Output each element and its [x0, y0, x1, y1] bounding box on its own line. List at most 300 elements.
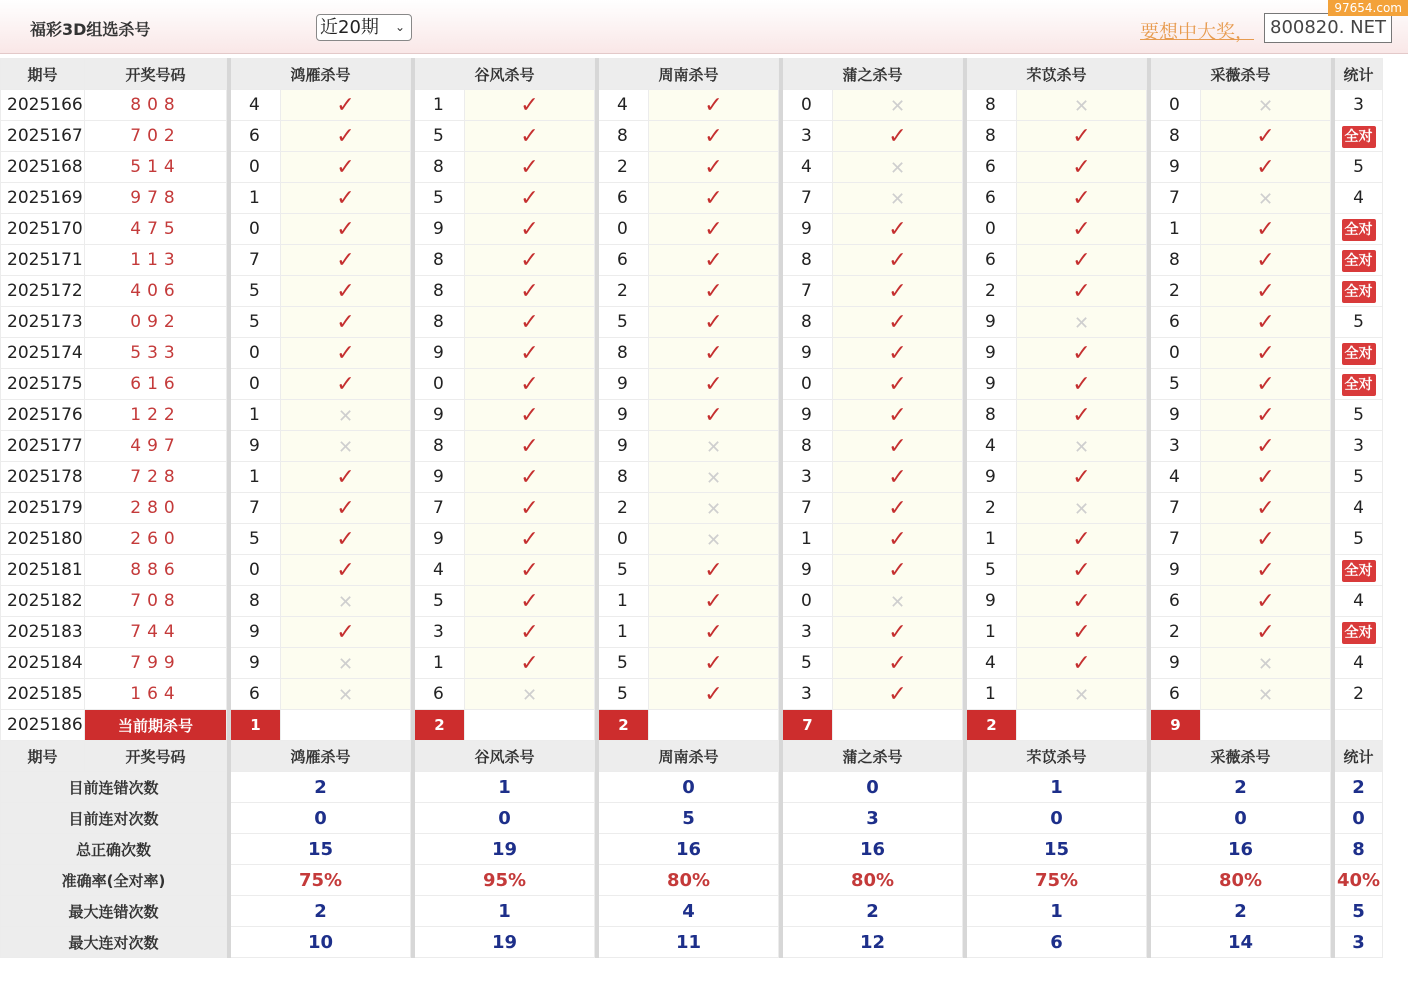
summary-value: 12 [783, 927, 963, 958]
stat-cell [1335, 679, 1383, 710]
header-expert: 谷风杀号 [415, 59, 595, 90]
summary-value: 0 [967, 803, 1147, 834]
summary-value: 19 [415, 927, 595, 958]
result-mark [649, 90, 779, 121]
summary-label: 目前连错次数 [1, 772, 227, 803]
check-icon: ✓ [520, 309, 539, 335]
check-icon: ✓ [1256, 123, 1275, 149]
result-mark [1201, 338, 1331, 369]
kill-number: 1 [599, 617, 649, 648]
result-mark [1017, 121, 1147, 152]
header-expert: 采薇杀号 [1151, 59, 1331, 90]
result-mark [465, 586, 595, 617]
winning-number: 728 [85, 462, 227, 493]
result-mark [833, 152, 963, 183]
stat-value: 5 [1353, 157, 1364, 177]
cross-icon: ✕ [889, 591, 906, 613]
header-expert: 芣苡杀号 [967, 741, 1147, 772]
summary-value: 1 [415, 896, 595, 927]
kill-number: 9 [1151, 152, 1201, 183]
table-row [1, 152, 1383, 183]
kill-number: 7 [783, 276, 833, 307]
cross-icon: ✕ [337, 684, 354, 706]
kill-number: 9 [599, 369, 649, 400]
result-mark [281, 524, 411, 555]
all-correct-badge: 全对 [1342, 250, 1376, 272]
result-mark [465, 214, 595, 245]
kill-number: 9 [967, 462, 1017, 493]
kill-number: 1 [1151, 214, 1201, 245]
check-icon: ✓ [520, 557, 539, 583]
check-icon: ✓ [704, 619, 723, 645]
check-icon: ✓ [1256, 619, 1275, 645]
kill-number: 6 [1151, 586, 1201, 617]
kill-number: 0 [231, 369, 281, 400]
check-icon: ✓ [1256, 464, 1275, 490]
check-icon: ✓ [1256, 402, 1275, 428]
kill-number: 8 [415, 152, 465, 183]
result-mark [1201, 369, 1331, 400]
summary-value: 0 [599, 772, 779, 803]
result-mark [1201, 431, 1331, 462]
summary-value: 15 [967, 834, 1147, 865]
issue-number: 2025177 [1, 431, 85, 462]
check-icon: ✓ [1072, 464, 1091, 490]
stat-cell [1335, 183, 1383, 214]
kill-number: 5 [231, 524, 281, 555]
header-issue: 期号 [1, 741, 85, 772]
kill-number: 4 [967, 431, 1017, 462]
table-row [1, 214, 1383, 245]
issue-number: 2025185 [1, 679, 85, 710]
result-mark [1017, 524, 1147, 555]
result-mark [833, 121, 963, 152]
summary-value: 2 [1151, 896, 1331, 927]
kill-number: 8 [415, 276, 465, 307]
result-mark [1201, 121, 1331, 152]
result-mark [281, 617, 411, 648]
current-kill-number: 1 [231, 710, 281, 741]
result-mark [649, 307, 779, 338]
kill-number: 2 [599, 493, 649, 524]
watermark: 97654.com [1328, 0, 1408, 16]
kill-number: 3 [783, 617, 833, 648]
result-mark [1201, 400, 1331, 431]
check-icon: ✓ [520, 123, 539, 149]
kill-number: 5 [783, 648, 833, 679]
kill-number: 8 [415, 431, 465, 462]
kill-number: 0 [783, 369, 833, 400]
table-row [1, 586, 1383, 617]
issue-number: 2025179 [1, 493, 85, 524]
summary-label: 最大连对次数 [1, 927, 227, 958]
kill-number: 5 [231, 276, 281, 307]
summary-value: 1 [967, 896, 1147, 927]
issue-number: 2025184 [1, 648, 85, 679]
stat-cell [1335, 152, 1383, 183]
check-icon: ✓ [888, 371, 907, 397]
check-icon: ✓ [336, 278, 355, 304]
chevron-down-icon: ⌄ [394, 20, 405, 34]
check-icon: ✓ [888, 278, 907, 304]
check-icon: ✓ [520, 433, 539, 459]
all-correct-badge: 全对 [1342, 126, 1376, 148]
kill-number: 0 [231, 214, 281, 245]
issue-number: 2025174 [1, 338, 85, 369]
kill-number: 8 [415, 245, 465, 276]
summary-label: 总正确次数 [1, 834, 227, 865]
table-row [1, 183, 1383, 214]
kill-number: 2 [1151, 276, 1201, 307]
result-mark [1201, 586, 1331, 617]
summary-value: 5 [1335, 896, 1383, 927]
kill-number: 6 [415, 679, 465, 710]
check-icon: ✓ [1072, 619, 1091, 645]
result-mark [1017, 183, 1147, 214]
result-mark [465, 369, 595, 400]
check-icon: ✓ [1256, 216, 1275, 242]
kill-number: 9 [967, 369, 1017, 400]
result-mark [1201, 493, 1331, 524]
kill-number: 1 [967, 524, 1017, 555]
check-icon: ✓ [888, 495, 907, 521]
all-correct-badge: 全对 [1342, 622, 1376, 644]
summary-value: 16 [783, 834, 963, 865]
stat-cell [1335, 121, 1383, 152]
result-mark [833, 90, 963, 121]
table-row [1, 555, 1383, 586]
check-icon: ✓ [704, 278, 723, 304]
summary-value: 11 [599, 927, 779, 958]
check-icon: ✓ [888, 650, 907, 676]
check-icon: ✓ [888, 526, 907, 552]
summary-value: 14 [1151, 927, 1331, 958]
issue-number: 2025171 [1, 245, 85, 276]
cross-icon: ✕ [1073, 436, 1090, 458]
result-mark [1201, 524, 1331, 555]
summary-value: 2 [783, 896, 963, 927]
check-icon: ✓ [704, 154, 723, 180]
summary-row [1, 803, 1383, 834]
check-icon: ✓ [520, 650, 539, 676]
issue-number: 2025182 [1, 586, 85, 617]
table-row [1, 493, 1383, 524]
stat-value: 5 [1353, 467, 1364, 487]
cross-icon: ✕ [889, 188, 906, 210]
check-icon: ✓ [1072, 371, 1091, 397]
check-icon: ✓ [704, 185, 723, 211]
site-link[interactable]: 800820. NET [1264, 13, 1392, 43]
result-mark [465, 121, 595, 152]
result-mark [833, 617, 963, 648]
check-icon: ✓ [704, 92, 723, 118]
check-icon: ✓ [704, 650, 723, 676]
result-mark [1017, 307, 1147, 338]
summary-value: 16 [599, 834, 779, 865]
current-kill-label: 当前期杀号 [85, 710, 227, 741]
kill-number: 9 [783, 400, 833, 431]
issue-number: 2025169 [1, 183, 85, 214]
promo-link[interactable]: 要想中大奖， [1140, 21, 1255, 43]
kill-number: 4 [783, 152, 833, 183]
check-icon: ✓ [1072, 185, 1091, 211]
summary-value: 2 [231, 896, 411, 927]
check-icon: ✓ [520, 464, 539, 490]
kill-number: 4 [967, 648, 1017, 679]
table-row [1, 245, 1383, 276]
check-icon: ✓ [704, 309, 723, 335]
kill-number-table [0, 58, 1383, 958]
result-mark [281, 369, 411, 400]
kill-number: 6 [967, 245, 1017, 276]
summary-value: 0 [1151, 803, 1331, 834]
header-expert: 鸿雁杀号 [231, 741, 411, 772]
check-icon: ✓ [336, 216, 355, 242]
kill-number: 7 [783, 183, 833, 214]
check-icon: ✓ [520, 278, 539, 304]
kill-number: 9 [1151, 555, 1201, 586]
result-mark [465, 493, 595, 524]
kill-number: 6 [1151, 307, 1201, 338]
winning-number: 475 [85, 214, 227, 245]
period-select-value: 近20期 [320, 17, 379, 38]
header-expert: 芣苡杀号 [967, 59, 1147, 90]
kill-number: 8 [967, 121, 1017, 152]
check-icon: ✓ [336, 154, 355, 180]
check-icon: ✓ [704, 588, 723, 614]
check-icon: ✓ [704, 216, 723, 242]
kill-number: 9 [231, 431, 281, 462]
result-mark [281, 307, 411, 338]
check-icon: ✓ [704, 557, 723, 583]
result-mark [833, 338, 963, 369]
stat-value: 4 [1353, 188, 1364, 208]
winning-number: 708 [85, 586, 227, 617]
issue-number: 2025167 [1, 121, 85, 152]
kill-number: 3 [783, 462, 833, 493]
check-icon: ✓ [520, 371, 539, 397]
check-icon: ✓ [888, 123, 907, 149]
kill-number: 8 [231, 586, 281, 617]
stat-cell [1335, 462, 1383, 493]
summary-value: 2 [1151, 772, 1331, 803]
check-icon: ✓ [520, 526, 539, 552]
result-mark [833, 307, 963, 338]
result-mark [833, 214, 963, 245]
kill-number: 0 [231, 152, 281, 183]
result-mark [833, 679, 963, 710]
summary-value: 75% [231, 865, 411, 896]
check-icon: ✓ [336, 557, 355, 583]
kill-number: 1 [599, 586, 649, 617]
issue-number: 2025178 [1, 462, 85, 493]
result-mark [833, 369, 963, 400]
stat-cell [1335, 214, 1383, 245]
summary-label: 准确率(全对率) [1, 865, 227, 896]
result-mark [833, 555, 963, 586]
check-icon: ✓ [1072, 588, 1091, 614]
result-mark [1017, 369, 1147, 400]
kill-number: 1 [415, 90, 465, 121]
result-mark [1017, 462, 1147, 493]
summary-row [1, 896, 1383, 927]
kill-number: 8 [1151, 245, 1201, 276]
result-mark [465, 276, 595, 307]
kill-number: 6 [231, 121, 281, 152]
stat-value: 4 [1353, 591, 1364, 611]
check-icon: ✓ [336, 371, 355, 397]
result-mark [649, 369, 779, 400]
check-icon: ✓ [336, 185, 355, 211]
all-correct-badge: 全对 [1342, 281, 1376, 303]
kill-number: 5 [599, 555, 649, 586]
check-icon: ✓ [1256, 588, 1275, 614]
summary-value: 75% [967, 865, 1147, 896]
check-icon: ✓ [1256, 495, 1275, 521]
summary-value: 80% [783, 865, 963, 896]
issue-number: 2025176 [1, 400, 85, 431]
result-mark [649, 462, 779, 493]
winning-number: 514 [85, 152, 227, 183]
cross-icon: ✕ [705, 529, 722, 551]
result-mark [1017, 493, 1147, 524]
kill-number: 9 [415, 400, 465, 431]
cross-icon: ✕ [705, 436, 722, 458]
result-mark [833, 586, 963, 617]
result-mark [281, 555, 411, 586]
check-icon: ✓ [888, 216, 907, 242]
summary-label: 最大连错次数 [1, 896, 227, 927]
summary-row [1, 865, 1383, 896]
current-kill-number: 7 [783, 710, 833, 741]
period-select[interactable] [316, 14, 412, 41]
current-kill-number: 2 [415, 710, 465, 741]
result-mark [833, 524, 963, 555]
summary-value: 5 [599, 803, 779, 834]
kill-number: 5 [415, 586, 465, 617]
check-icon: ✓ [520, 247, 539, 273]
kill-number: 7 [1151, 493, 1201, 524]
result-mark [1201, 214, 1331, 245]
kill-number: 2 [599, 276, 649, 307]
all-correct-badge: 全对 [1342, 374, 1376, 396]
table-row [1, 617, 1383, 648]
check-icon: ✓ [888, 619, 907, 645]
cross-icon: ✕ [1257, 95, 1274, 117]
current-kill-number: 2 [599, 710, 649, 741]
stat-value: 5 [1353, 312, 1364, 332]
current-kill-number: 2 [967, 710, 1017, 741]
empty-cell [465, 710, 595, 741]
kill-number: 9 [599, 431, 649, 462]
stat-value: 5 [1353, 529, 1364, 549]
kill-number: 6 [599, 245, 649, 276]
check-icon: ✓ [1256, 526, 1275, 552]
kill-number: 1 [231, 183, 281, 214]
kill-number: 2 [967, 276, 1017, 307]
stat-value: 3 [1353, 436, 1364, 456]
check-icon: ✓ [1256, 340, 1275, 366]
empty-cell [1201, 710, 1331, 741]
result-mark [1201, 152, 1331, 183]
kill-number: 0 [599, 214, 649, 245]
summary-value: 95% [415, 865, 595, 896]
result-mark [281, 462, 411, 493]
summary-value: 6 [967, 927, 1147, 958]
check-icon: ✓ [704, 371, 723, 397]
summary-value: 3 [783, 803, 963, 834]
cross-icon: ✕ [1257, 188, 1274, 210]
result-mark [1201, 648, 1331, 679]
kill-number: 5 [599, 648, 649, 679]
result-mark [1017, 679, 1147, 710]
kill-number: 3 [415, 617, 465, 648]
check-icon: ✓ [520, 92, 539, 118]
empty-cell [1335, 710, 1383, 741]
result-mark [1201, 276, 1331, 307]
result-mark [1017, 152, 1147, 183]
kill-number: 5 [415, 183, 465, 214]
check-icon: ✓ [520, 402, 539, 428]
cross-icon: ✕ [705, 467, 722, 489]
check-icon: ✓ [1072, 650, 1091, 676]
check-icon: ✓ [336, 340, 355, 366]
check-icon: ✓ [888, 340, 907, 366]
check-icon: ✓ [888, 402, 907, 428]
cross-icon: ✕ [337, 436, 354, 458]
issue-number: 2025173 [1, 307, 85, 338]
kill-number: 7 [783, 493, 833, 524]
stat-cell [1335, 555, 1383, 586]
check-icon: ✓ [520, 154, 539, 180]
issue-number: 2025181 [1, 555, 85, 586]
stat-cell [1335, 276, 1383, 307]
table-row [1, 369, 1383, 400]
check-icon: ✓ [704, 340, 723, 366]
all-correct-badge: 全对 [1342, 219, 1376, 241]
kill-number: 2 [1151, 617, 1201, 648]
all-correct-badge: 全对 [1342, 560, 1376, 582]
result-mark [1017, 338, 1147, 369]
table-row [1, 462, 1383, 493]
kill-number: 1 [783, 524, 833, 555]
kill-number: 8 [783, 307, 833, 338]
result-mark [281, 214, 411, 245]
result-mark [1017, 90, 1147, 121]
check-icon: ✓ [336, 526, 355, 552]
kill-number: 9 [783, 338, 833, 369]
result-mark [1017, 276, 1147, 307]
result-mark [465, 152, 595, 183]
stat-value: 4 [1353, 653, 1364, 673]
check-icon: ✓ [888, 247, 907, 273]
kill-number: 8 [1151, 121, 1201, 152]
summary-value: 0 [231, 803, 411, 834]
kill-number: 9 [967, 338, 1017, 369]
summary-value: 40% [1335, 865, 1383, 896]
summary-value: 1 [415, 772, 595, 803]
result-mark [1201, 183, 1331, 214]
kill-number: 6 [967, 183, 1017, 214]
check-icon: ✓ [704, 402, 723, 428]
kill-number: 6 [231, 679, 281, 710]
check-icon: ✓ [336, 123, 355, 149]
result-mark [281, 338, 411, 369]
summary-value: 3 [1335, 927, 1383, 958]
cross-icon: ✕ [337, 591, 354, 613]
issue-number: 2025180 [1, 524, 85, 555]
check-icon: ✓ [1256, 371, 1275, 397]
